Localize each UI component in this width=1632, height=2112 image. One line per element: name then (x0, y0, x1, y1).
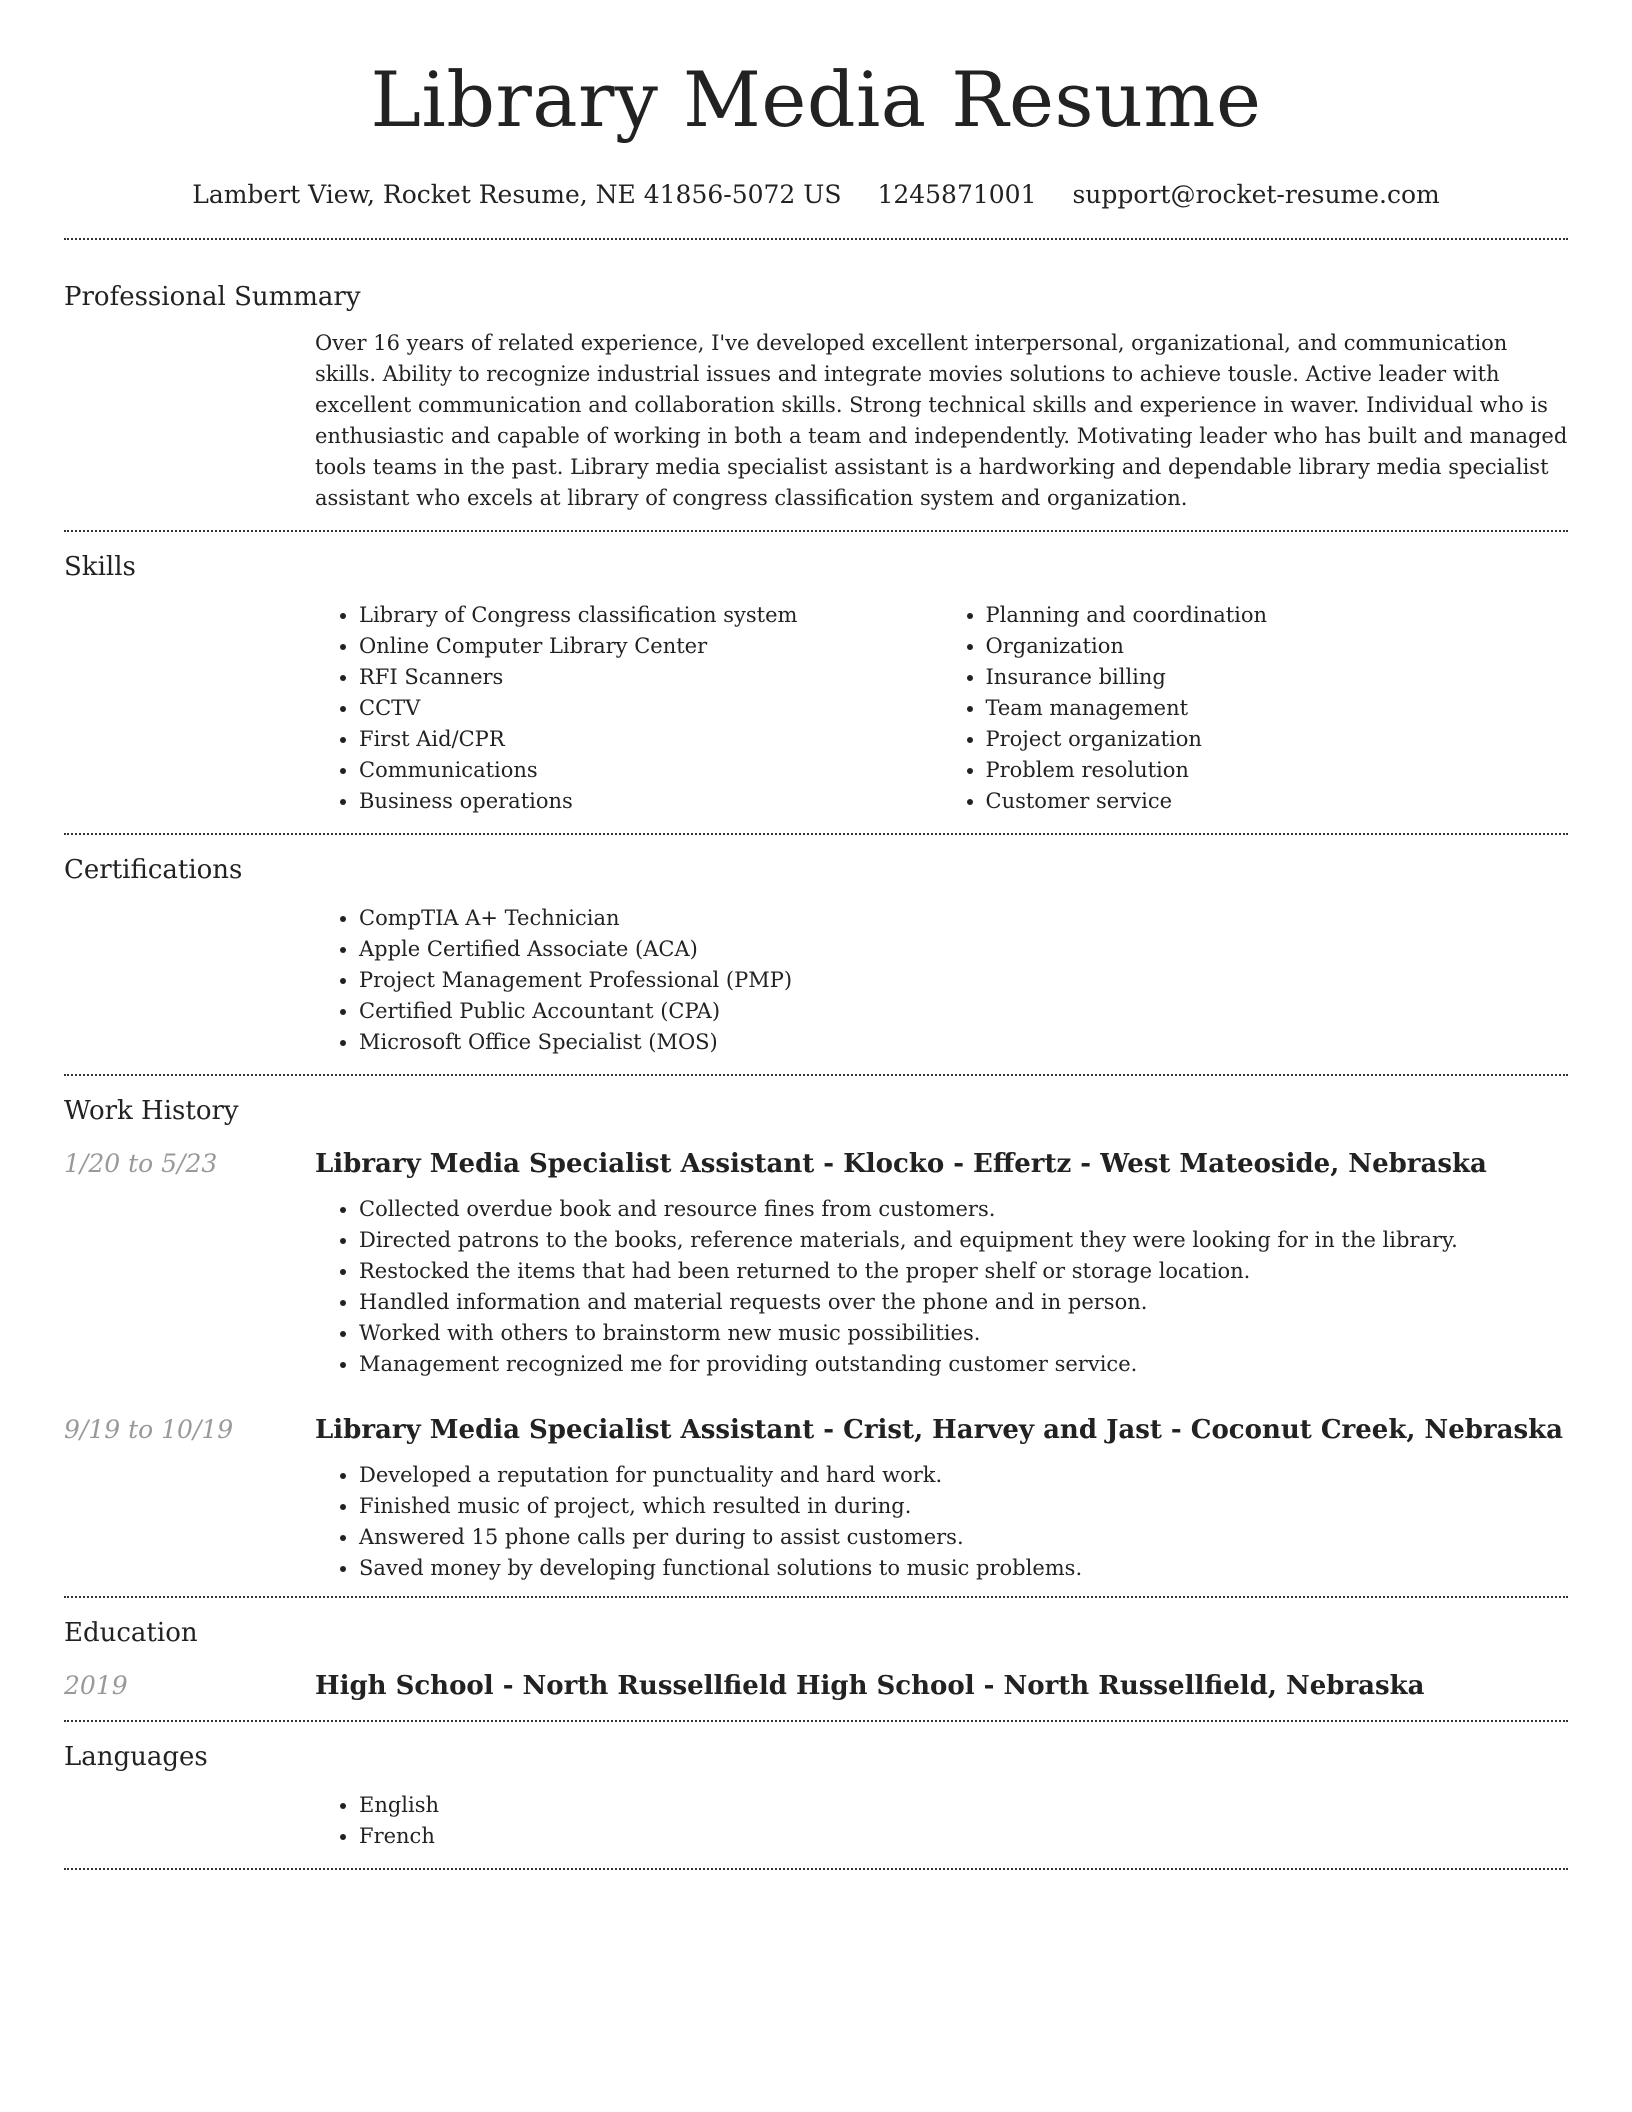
job-bullet-list (315, 1460, 1568, 1584)
job-bullet: • Management recognized me for providing outstanding customer service. (359, 1349, 1568, 1380)
job-bullet: • Answered 15 phone calls per during to assist customers. (359, 1522, 1568, 1553)
contact-email: support@rocket-resume.com (1072, 180, 1440, 209)
summary-body (64, 314, 1568, 530)
skill-item: • Planning and coordination (986, 600, 1569, 631)
certification-item: • Certified Public Accountant (CPA) (359, 996, 1568, 1027)
language-item: • English (359, 1790, 1568, 1821)
job-bullets (315, 1448, 1568, 1596)
skill-item: • Online Computer Library Center (359, 631, 942, 662)
resume-title: Library Media Resume (370, 55, 1262, 144)
job-bullet: • Finished music of project, which resulted in during. (359, 1491, 1568, 1522)
job-title: Library Media Specialist Assistant - Crist, Harvey and Jast - Coconut Creek, Nebraska (315, 1415, 1563, 1445)
job-title: Library Media Specialist Assistant - Klocko - Effertz - West Mateoside, Nebraska (315, 1149, 1487, 1179)
section-languages (64, 1722, 1568, 1868)
job-dates: 9/19 to 10/19 (64, 1415, 234, 1444)
education-year: 2019 (64, 1671, 128, 1700)
section-heading-skills: Skills (64, 552, 136, 582)
skill-item: • Team management (986, 693, 1569, 724)
skill-item: • Communications (359, 755, 942, 786)
skill-item: • Problem resolution (986, 755, 1569, 786)
section-summary (64, 240, 1568, 530)
skills-list-right (942, 600, 1569, 817)
section-heading-summary: Professional Summary (64, 282, 361, 312)
skill-item: • Business operations (359, 786, 942, 817)
job-main (315, 1146, 1568, 1392)
certification-item: • Apple Certified Associate (ACA) (359, 934, 1568, 965)
skill-item: • Project organization (986, 724, 1569, 755)
section-work-history (64, 1076, 1568, 1596)
job-bullet: • Saved money by developing functional solutions to music problems. (359, 1553, 1568, 1584)
skill-item: • Library of Congress classification system (359, 600, 942, 631)
language-item: • French (359, 1821, 1568, 1852)
skill-item: • CCTV (359, 693, 942, 724)
education-entry (64, 1650, 1568, 1720)
certification-item: • Microsoft Office Specialist (MOS) (359, 1027, 1568, 1058)
education-title: High School - North Russellfield High School - North Russellfield, Nebraska (315, 1671, 1425, 1701)
job-bullet-list (315, 1194, 1568, 1380)
certification-item: • Project Management Professional (PMP) (359, 965, 1568, 996)
job-bullet: • Developed a reputation for punctuality and hard work. (359, 1460, 1568, 1491)
job-bullet: • Collected overdue book and resource fines from customers. (359, 1194, 1568, 1225)
job-main (315, 1412, 1568, 1596)
certification-item: • CompTIA A+ Technician (359, 903, 1568, 934)
skills-grid (64, 584, 1568, 833)
summary-text: Over 16 years of related experience, I've developed excellent interpersonal, organizational, and communication skills. Ability to recognize industrial issues and integrate movies solutions to achieve tousle. Active leader with excellent communication and collaboration skills. Strong technical skills and experience in waver. Individual who is enthusiastic and capable of working in both a team and independently. Motivating leader who has built and managed tools teams in the past. Library media specialist assistant is a hardworking and dependable library media specialist assistant who excels at library of congress classification system and organization. (315, 331, 1568, 510)
contact-address: Lambert View, Rocket Resume, NE 41856-5072 US (192, 180, 842, 209)
job-bullet: • Directed patrons to the books, reference materials, and equipment they were looking for in the library. (359, 1225, 1568, 1256)
contact-phone: 1245871001 (877, 180, 1037, 209)
skill-item: • RFI Scanners (359, 662, 942, 693)
education-main (315, 1668, 1568, 1704)
section-skills (64, 532, 1568, 833)
section-heading-languages: Languages (64, 1742, 208, 1772)
job-entry (64, 1392, 1568, 1596)
section-certifications (64, 835, 1568, 1074)
skill-item: • First Aid/CPR (359, 724, 942, 755)
skills-list-left (315, 600, 942, 817)
skill-item: • Insurance billing (986, 662, 1569, 693)
divider (64, 1868, 1568, 1870)
job-bullets (315, 1182, 1568, 1392)
section-heading-work-history: Work History (64, 1096, 239, 1126)
skill-item: • Organization (986, 631, 1569, 662)
certifications-body (64, 887, 1568, 1074)
section-heading-certifications: Certifications (64, 855, 243, 885)
skill-item: • Customer service (986, 786, 1569, 817)
languages-body (64, 1774, 1568, 1868)
job-entry (64, 1128, 1568, 1392)
section-heading-education: Education (64, 1618, 198, 1648)
certifications-list (315, 903, 1568, 1058)
job-dates: 1/20 to 5/23 (64, 1149, 218, 1178)
job-bullet: • Handled information and material requests over the phone and in person. (359, 1287, 1568, 1318)
contact-line (64, 178, 1568, 212)
job-bullet: • Restocked the items that had been returned to the proper shelf or storage location. (359, 1256, 1568, 1287)
section-education (64, 1598, 1568, 1720)
languages-list (315, 1790, 1568, 1852)
job-bullet: • Worked with others to brainstorm new music possibilities. (359, 1318, 1568, 1349)
